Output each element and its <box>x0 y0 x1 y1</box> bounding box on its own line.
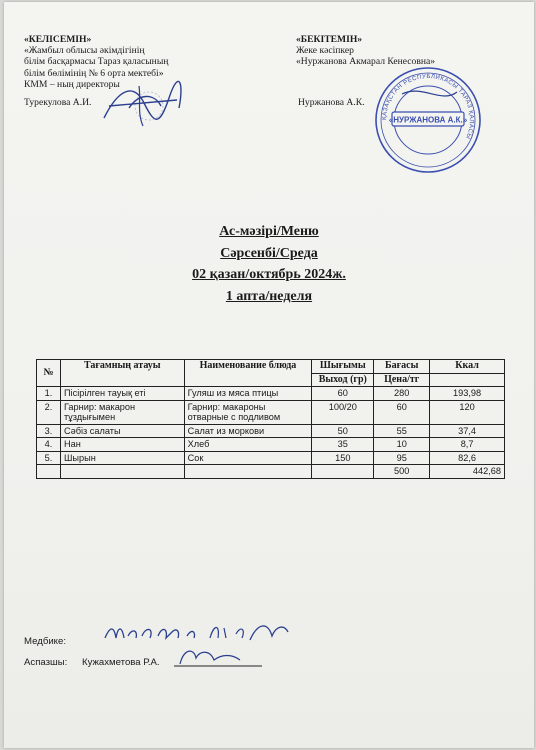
header-output-kz: Шығымы <box>312 360 374 374</box>
nurse-label: Медбике: <box>24 636 66 647</box>
cell-name-ru: Сок <box>184 451 312 465</box>
header-price-ru: Цена/тг <box>374 373 430 387</box>
company-stamp <box>372 64 484 176</box>
approval-right <box>296 34 435 68</box>
cell-kcal: 8,7 <box>430 438 505 452</box>
director-signature <box>99 78 189 133</box>
cook-name: Кужахметова Р.А. <box>82 657 160 668</box>
cell-output: 50 <box>312 424 374 438</box>
table-row <box>37 438 505 452</box>
cell-num: 3. <box>37 424 61 438</box>
total-price: 500 <box>374 465 430 479</box>
cell-empty <box>184 465 312 479</box>
approval-left-line: КММ – ның директоры <box>24 78 120 90</box>
cell-name-kz: Нан <box>60 438 184 452</box>
approval-left-signer: Турекулова А.И. <box>24 97 92 108</box>
cell-num: 2. <box>37 400 61 424</box>
menu-table <box>36 359 505 479</box>
header-num: № <box>37 360 61 387</box>
cell-price: 10 <box>374 438 430 452</box>
menu-date: 02 қазан/октябрь 2024ж. <box>192 267 346 282</box>
cell-kcal: 82,6 <box>430 451 505 465</box>
cell-num: 1. <box>37 387 61 401</box>
total-kcal: 442,68 <box>430 465 505 479</box>
approval-left-title: «КЕЛІСЕМІН» <box>24 34 92 45</box>
cell-price: 95 <box>374 451 430 465</box>
cell-name-ru: Салат из моркови <box>184 424 312 438</box>
approval-left-line: «Жамбыл облысы әкімдігінің <box>24 45 145 57</box>
cell-name-kz: Пісірілген тауық еті <box>60 387 184 401</box>
cell-kcal: 193,98 <box>430 387 505 401</box>
cell-output: 35 <box>312 438 374 452</box>
approval-right-line: Жеке кәсіпкер <box>296 45 354 57</box>
cell-name-ru: Хлеб <box>184 438 312 452</box>
approval-left-line: білім бөлімінің № 6 орта мектебі» <box>24 67 164 79</box>
cell-name-ru: Гарнир: макароны отварные с подливом <box>184 400 312 424</box>
table-row <box>37 400 505 424</box>
cell-price: 280 <box>374 387 430 401</box>
approval-left-line: білім басқармасы Тараз қаласының <box>24 56 169 68</box>
cell-empty <box>60 465 184 479</box>
menu-heading <box>4 224 534 310</box>
table-row <box>37 424 505 438</box>
cell-num: 5. <box>37 451 61 465</box>
menu-week: 1 апта/неделя <box>225 288 313 304</box>
cell-empty <box>37 465 61 479</box>
cook-label: Аспазшы: <box>24 657 68 668</box>
header-name-kz: Тағамның атауы <box>60 360 184 387</box>
cell-output: 100/20 <box>312 400 374 424</box>
header-name-ru: Наименование блюда <box>184 360 312 387</box>
menu-day: Сәрсенбі/Среда <box>220 245 318 261</box>
cell-num: 4. <box>37 438 61 452</box>
table-total-row <box>37 465 505 479</box>
stamp-center-text: «НУРЖАНОВА А.К.» <box>388 115 468 125</box>
document-page <box>4 2 534 748</box>
stamp-ring-text: ҚАЗАҚСТАН РЕСПУБЛИКАСЫ ТАРАЗ ҚАЛАСЫ <box>381 73 475 140</box>
header-kcal-empty <box>430 373 505 387</box>
cell-name-kz: Шырын <box>60 451 184 465</box>
table-row <box>37 451 505 465</box>
cook-signature <box>174 642 266 670</box>
cell-kcal: 37,4 <box>430 424 505 438</box>
header-output-ru: Выход (гр) <box>312 373 374 387</box>
header-kcal: Ккал <box>430 360 505 374</box>
approval-right-title: «БЕКІТЕМІН» <box>296 34 363 45</box>
cell-kcal: 120 <box>430 400 505 424</box>
cell-output: 60 <box>312 387 374 401</box>
cell-price: 60 <box>374 400 430 424</box>
cell-output: 150 <box>312 451 374 465</box>
cell-empty <box>312 465 374 479</box>
cell-name-ru: Гуляш из мяса птицы <box>184 387 312 401</box>
table-row <box>37 387 505 401</box>
approval-right-signer: Нуржанова А.К. <box>298 97 365 108</box>
header-price-kz: Бағасы <box>374 360 430 374</box>
table-header-row <box>37 360 505 374</box>
cell-name-kz: Сәбіз салаты <box>60 424 184 438</box>
menu-title: Ас-мәзірі/Меню <box>219 224 319 239</box>
cell-name-kz: Гарнир: макарон тұздығымен <box>60 400 184 424</box>
cell-price: 55 <box>374 424 430 438</box>
approval-right-line: «Нуржанова Акмарал Кенесовна» <box>296 56 436 68</box>
